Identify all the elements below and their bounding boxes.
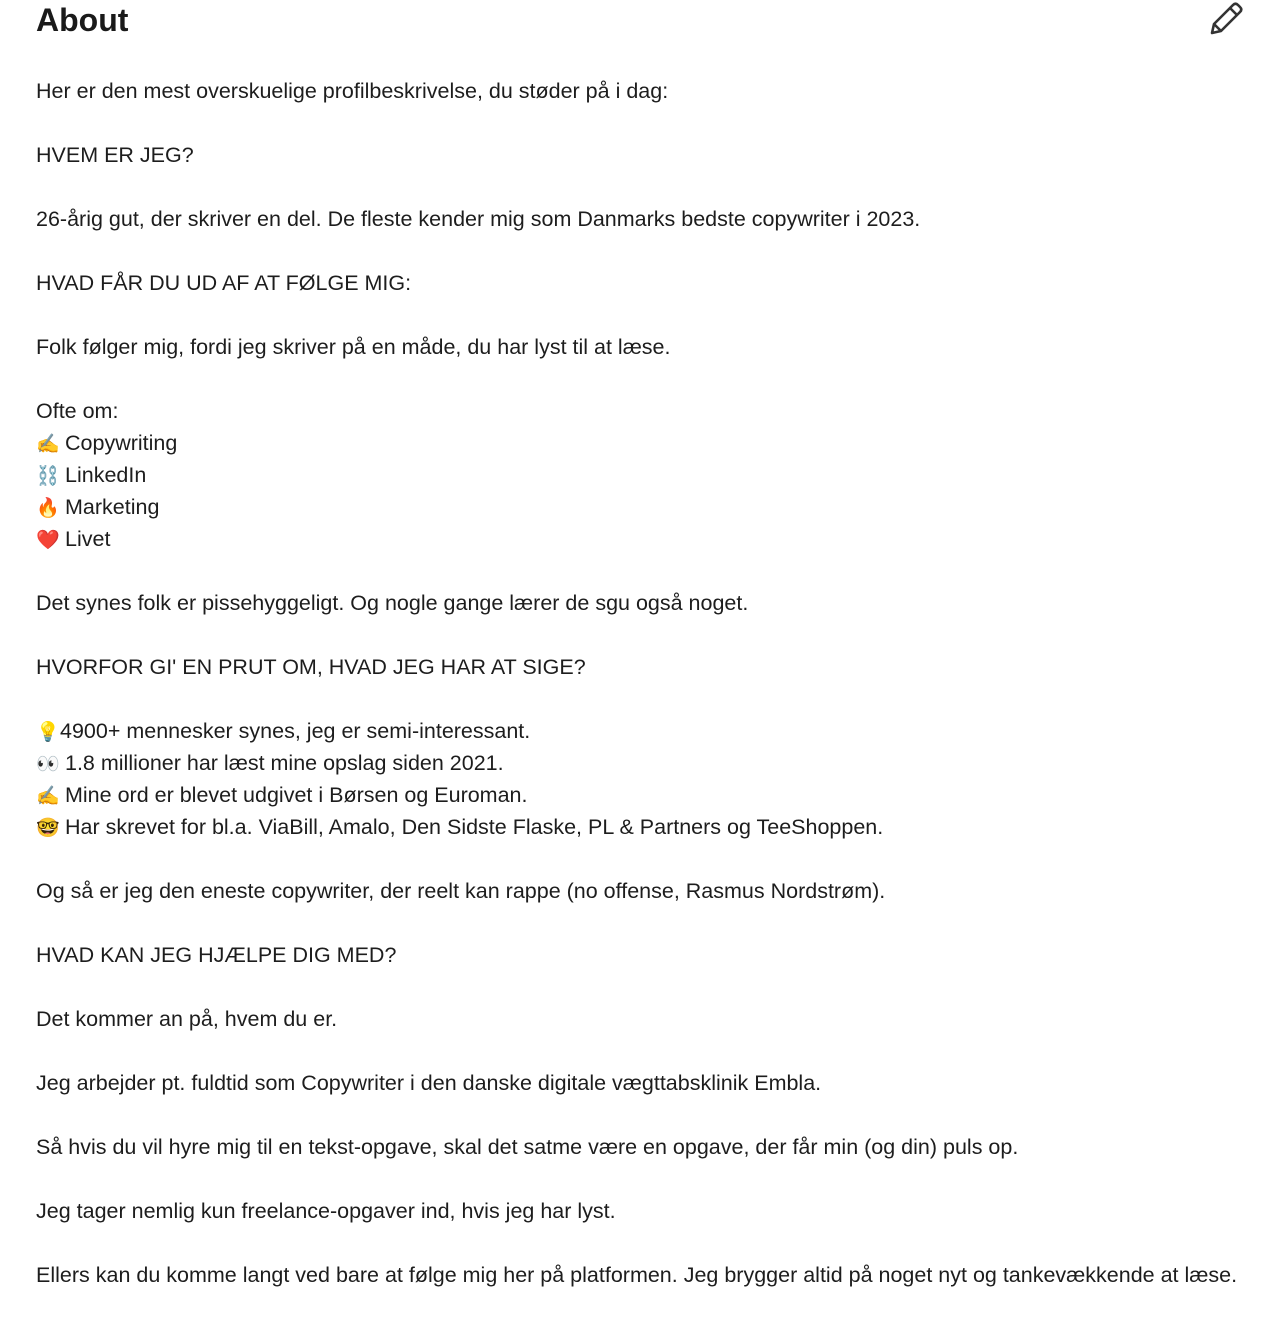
red-heart-icon: ❤️ [36,529,60,551]
topic-label: LinkedIn [65,463,147,487]
topics-label: Ofte om: [36,399,119,423]
chains-icon: ⛓️ [36,465,60,487]
intro-line: Her er den mest overskuelige profilbeskrivelse, du støder på i dag: [36,79,669,103]
eyes-icon: 👀 [36,753,60,775]
rap-line: Og så er jeg den eneste copywriter, der reelt kan rappe (no offense, Rasmus Nordstrøm). [36,879,886,903]
topic-label: Livet [65,527,111,551]
pencil-icon [1206,0,1246,36]
hire-line: Så hvis du vil hyre mig til en tekst-opgave, skal det satme være en opgave, der får min (og din) puls op. [36,1135,1019,1159]
section-title: About [36,2,129,38]
writing-hand-icon: ✍️ [36,433,60,455]
help-line: Det kommer an på, hvem du er. [36,1007,338,1031]
fact-label: Har skrevet for bl.a. ViaBill, Amalo, Den Sidste Flaske, PL & Partners og TeeShoppen. [65,815,884,839]
topic-label: Marketing [65,495,160,519]
fact-label: 1.8 millioner har læst mine opslag siden 2021. [65,751,504,775]
edit-about-button[interactable] [1206,0,1246,36]
light-bulb-icon: 💡 [36,721,60,743]
list-item [36,459,1256,491]
writing-hand-icon: ✍️ [36,785,60,807]
nerd-face-icon: 🤓 [36,817,60,839]
who-line: 26-årig gut, der skriver en del. De fleste kender mig som Danmarks bedste copywriter i 2023. [36,207,921,231]
heading-who: HVEM ER JEG? [36,143,194,167]
topics-outro-line: Det synes folk er pissehyggeligt. Og nogle gange lærer de sgu også noget. [36,591,749,615]
list-item [36,427,1256,459]
list-item [36,747,1256,779]
job-line: Jeg arbejder pt. fuldtid som Copywriter i den danske digitale vægttabsklinik Embla. [36,1071,822,1095]
topic-label: Copywriting [65,431,178,455]
list-item [36,779,1256,811]
outro-line: Ellers kan du komme langt ved bare at følge mig her på platformen. Jeg brygger altid på noget nyt og tankevækkende at læse. [36,1263,1238,1287]
follow-line: Folk følger mig, fordi jeg skriver på en måde, du har lyst til at læse. [36,335,671,359]
list-item [36,811,1256,843]
fact-label: Mine ord er blevet udgivet i Børsen og Euroman. [65,783,528,807]
about-text [36,75,1256,1291]
heading-why: HVORFOR GI' EN PRUT OM, HVAD JEG HAR AT SIGE? [36,655,586,679]
heading-help: HVAD KAN JEG HJÆLPE DIG MED? [36,943,397,967]
heading-follow: HVAD FÅR DU UD AF AT FØLGE MIG: [36,271,412,295]
fact-label: 4900+ mennesker synes, jeg er semi-interessant. [60,719,531,743]
list-item [36,523,1256,555]
freelance-line: Jeg tager nemlig kun freelance-opgaver ind, hvis jeg har lyst. [36,1199,616,1223]
list-item [36,491,1256,523]
list-item [36,715,1256,747]
fire-icon: 🔥 [36,497,60,519]
